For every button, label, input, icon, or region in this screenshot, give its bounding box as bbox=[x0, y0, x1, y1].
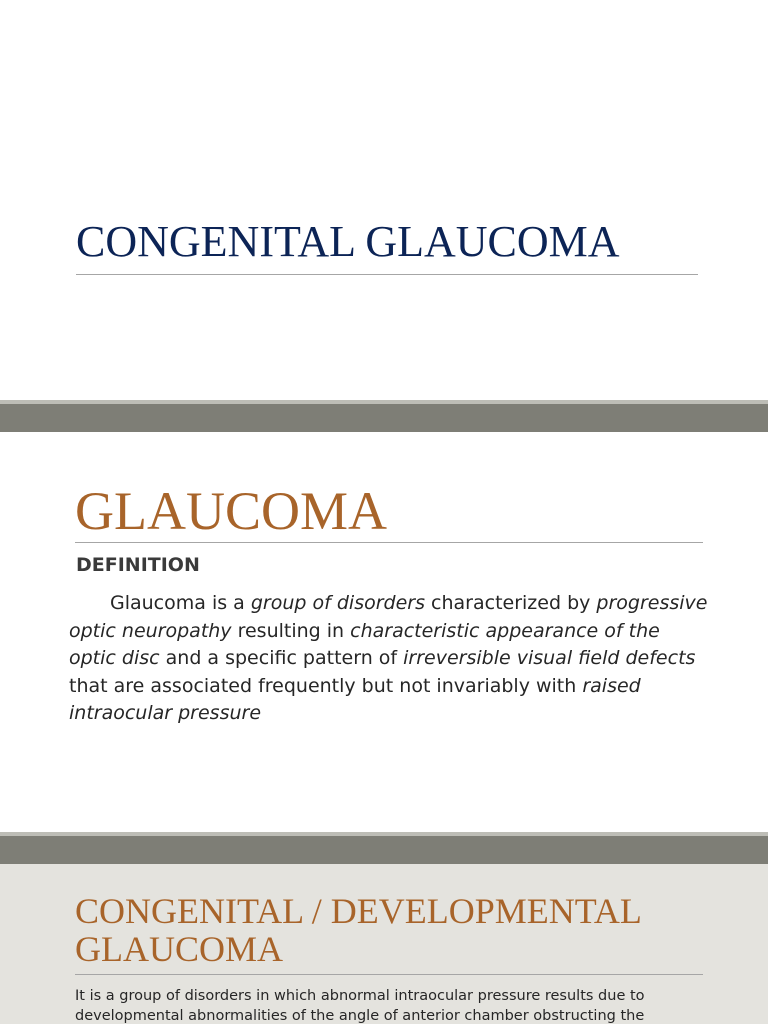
slide-2 bbox=[0, 432, 768, 832]
definition-text: and a specific pattern of bbox=[159, 647, 404, 669]
definition-heading: DEFINITION bbox=[76, 554, 200, 576]
title-divider bbox=[75, 542, 703, 543]
body-line: developmental abnormalities of the angle of anterior chamber obstructing the bbox=[75, 1008, 645, 1024]
definition-text: resulting in bbox=[231, 619, 351, 642]
slide-separator bbox=[0, 832, 768, 864]
definition-text: characterized by bbox=[425, 592, 597, 614]
definition-text: Glaucoma is a bbox=[110, 592, 251, 614]
definition-emphasis: raised intraocular pressure bbox=[69, 674, 641, 724]
definition-emphasis: group of disorders bbox=[250, 592, 425, 614]
definition-emphasis: progressive optic neuropathy bbox=[69, 592, 708, 642]
slide-separator bbox=[0, 400, 768, 432]
title-divider bbox=[76, 274, 698, 275]
slide-3-title-line: CONGENITAL / DEVELOPMENTAL bbox=[75, 891, 642, 931]
slide-1 bbox=[0, 0, 768, 400]
definition-emphasis: irreversible visual field defects bbox=[403, 647, 696, 669]
body-line: It is a group of disorders in which abnormal intraocular pressure results due to bbox=[75, 988, 645, 1004]
slide-3 bbox=[0, 864, 768, 1024]
definition-paragraph bbox=[69, 590, 709, 728]
slide-3-title-line: GLAUCOMA bbox=[75, 929, 284, 969]
slide-3-body bbox=[75, 986, 715, 1024]
definition-emphasis: characteristic appearance of the optic disc bbox=[69, 619, 660, 669]
slide-1-title: CONGENITAL GLAUCOMA bbox=[76, 217, 620, 266]
definition-text: that are associated frequently but not invariably with bbox=[69, 674, 583, 697]
title-divider bbox=[75, 974, 703, 975]
slide-3-title bbox=[75, 892, 642, 968]
slide-2-title: GLAUCOMA bbox=[75, 481, 388, 541]
